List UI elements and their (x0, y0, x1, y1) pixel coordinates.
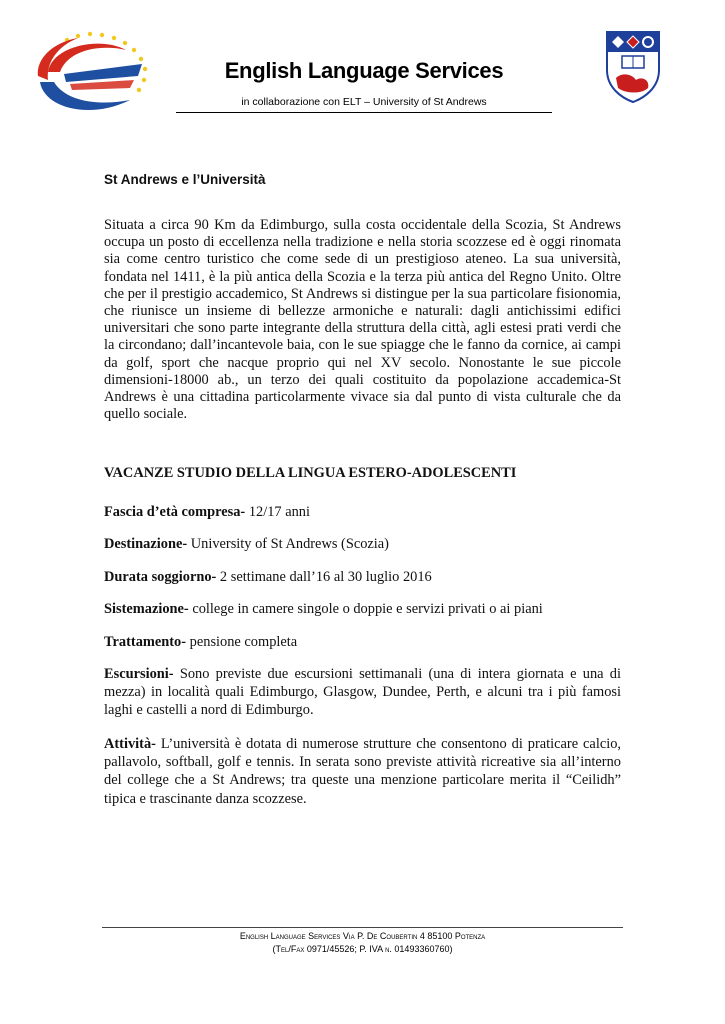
program-title: VACANZE STUDIO DELLA LINGUA ESTERO-ADOLESCENTI (104, 465, 517, 481)
fact-value: L’università è dotata di numerose strutture che consentono di praticare calcio, pallavolo, softball, golf e tennis. In serata sono previste attività ricreative sia all’interno del college che a St Andrews; tra queste una menzione particolare merita il “Ceilidh” tipica e trascinante danza scozzese. (104, 736, 621, 807)
els-logo (30, 28, 160, 118)
fact-label: Sistemazione- (104, 601, 189, 617)
fact-value: 12/17 anni (245, 504, 310, 520)
organization-subtitle: in collaborazione con ELT – University of St Andrews (241, 96, 487, 108)
fact-accommodation (104, 600, 621, 618)
fact-label: Durata soggiorno- (104, 569, 217, 585)
fact-label: Destinazione- (104, 536, 188, 552)
university-crest-icon (604, 30, 662, 104)
swoosh-red-bar (70, 80, 134, 90)
fact-destination (104, 535, 621, 553)
fact-label: Fascia d’età compresa- (104, 504, 246, 520)
fact-label: Trattamento- (104, 634, 187, 650)
fact-value: college in camere singole o doppie e servizi privati o ai piani (188, 601, 543, 617)
intro-paragraph: Situata a circa 90 Km da Edimburgo, sulla costa occidentale della Scozia, St Andrews occupa un posto di eccellenza nella tradizione e nella storia scozzese ed è oggi rinomata sia come centro turistico che come sede di un prestigioso ateneo. La sua università, fondata nel 1411, è la più antica della Scozia e la terza più antica del Regno Unito. Oltre che per il prestigio accademico, St Andrews si distingue per la sua particolare fisionomia, che riunisce un insieme di bellezze armoniche e naturali: dagli antichissimi edifici universitari che sono parte integrante della struttura della città, agli estesi prati verdi che la circondano; dall’incantevole baia, con le sue spiagge che le fanno da cornice, ai campi da golf, sport che nacque proprio qui nel XV secolo. Nonostante le sue piccole dimensioni-18000 ab., un terzo dei quali costituito da popolazione accademica-St Andrews è una cittadina particolarmente vivace sia dal punto di vista culturale che da quello sociale. (104, 217, 621, 423)
fact-value: 2 settimane dall’16 al 30 luglio 2016 (216, 569, 432, 585)
fact-value: pensione completa (186, 634, 298, 650)
fact-duration (104, 568, 621, 586)
swoosh-blue-bar (64, 64, 142, 82)
fact-label: Attività- (104, 736, 156, 752)
organization-title: English Language Services (224, 58, 504, 83)
fact-excursions (104, 665, 621, 720)
fact-activities (104, 735, 621, 808)
fact-age-range (104, 503, 621, 521)
fact-value: University of St Andrews (Scozia) (187, 536, 389, 552)
fact-board (104, 633, 621, 651)
section-heading: St Andrews e l’Università (104, 172, 266, 187)
fact-value: Sono previste due escursioni settimanali (una di intera giornata e una di mezza) in località quali Edimburgo, Glasgow, Dundee, Perth, e alcuni tra i più famosi laghi e castelli a nord di Edimburgo. (104, 666, 621, 719)
footer-divider (102, 927, 623, 928)
fact-label: Escursioni- (104, 666, 174, 682)
footer-address: English Language Services Via P. De Coubertin 4 85100 Potenza (239, 931, 486, 941)
header-divider (176, 112, 552, 113)
footer-contact: (Tel/Fax 0971/45526; P. IVA n. 01493360760) (272, 944, 453, 954)
